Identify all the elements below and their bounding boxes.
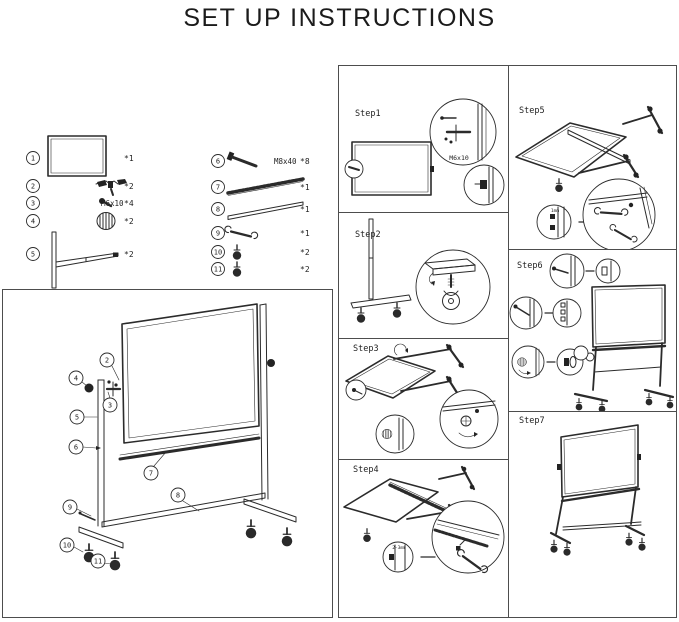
svg-text:5: 5 bbox=[30, 250, 36, 259]
detail-circle bbox=[440, 390, 498, 448]
svg-text:*1: *1 bbox=[300, 205, 310, 214]
callout-4 bbox=[69, 371, 83, 385]
svg-text:2: 2 bbox=[104, 356, 110, 365]
part-icon-caster bbox=[233, 262, 241, 277]
step1-annotation: M6x10 bbox=[449, 154, 469, 162]
part-icon-whiteboard bbox=[48, 136, 106, 176]
callout-6 bbox=[69, 440, 83, 454]
step5-annotation: 1mm bbox=[550, 209, 560, 214]
svg-text:5: 5 bbox=[74, 413, 80, 422]
detail-circle bbox=[432, 501, 504, 573]
step3-label: Step3 bbox=[353, 344, 379, 354]
svg-text:11: 11 bbox=[93, 557, 103, 566]
part-row-11 bbox=[212, 262, 310, 277]
steps-column-right bbox=[508, 65, 677, 618]
step2-panel bbox=[339, 212, 508, 338]
svg-text:10: 10 bbox=[62, 541, 72, 550]
step3-panel bbox=[339, 338, 508, 459]
svg-text:9: 9 bbox=[67, 503, 73, 512]
callout-leaders bbox=[74, 366, 199, 564]
svg-text:*1: *1 bbox=[300, 229, 310, 238]
step5-drawing bbox=[509, 66, 676, 249]
part-number: 1 bbox=[30, 154, 36, 163]
callout-7 bbox=[144, 466, 158, 480]
step6-drawing bbox=[509, 250, 676, 411]
step1-drawing bbox=[339, 66, 508, 212]
step7-drawing bbox=[509, 412, 676, 617]
svg-text:10: 10 bbox=[213, 248, 223, 257]
svg-text:*8: *8 bbox=[300, 157, 310, 166]
callout-5 bbox=[70, 410, 84, 424]
step7-panel bbox=[509, 411, 676, 617]
part-icon-pivot-bracket bbox=[96, 179, 127, 195]
step4-panel bbox=[339, 459, 508, 617]
step1-panel bbox=[339, 66, 508, 212]
part-row-5 bbox=[27, 232, 134, 288]
svg-text:*2: *2 bbox=[300, 265, 310, 274]
detail-circle bbox=[376, 415, 414, 453]
svg-text:11: 11 bbox=[213, 265, 223, 274]
svg-text:7: 7 bbox=[148, 469, 154, 478]
detail-circle bbox=[416, 250, 490, 324]
step6-panel bbox=[509, 249, 676, 411]
svg-text:4: 4 bbox=[30, 217, 36, 226]
part-row-1 bbox=[27, 136, 134, 176]
svg-text:*2: *2 bbox=[124, 217, 134, 226]
part-row-10 bbox=[212, 245, 310, 260]
part-icon-wrench bbox=[225, 226, 258, 238]
step4-drawing bbox=[339, 460, 508, 617]
main-diagram-panel bbox=[2, 289, 333, 618]
svg-text:6: 6 bbox=[215, 157, 221, 166]
part-row-6 bbox=[212, 152, 310, 168]
callout-8 bbox=[171, 488, 185, 502]
callout-3 bbox=[103, 398, 117, 412]
steps-column-left bbox=[338, 65, 509, 618]
callout-9 bbox=[63, 500, 77, 514]
part-row-8 bbox=[212, 202, 310, 220]
pivot-bracket-detail bbox=[107, 380, 120, 396]
detail-circle bbox=[596, 259, 620, 283]
svg-text:M8x40: M8x40 bbox=[274, 157, 297, 166]
svg-text:6: 6 bbox=[73, 443, 79, 452]
callout-10 bbox=[60, 538, 74, 552]
right-knob bbox=[267, 359, 275, 367]
svg-text:*1: *1 bbox=[300, 183, 310, 192]
svg-text:*2: *2 bbox=[300, 248, 310, 257]
part-row-3 bbox=[27, 197, 134, 210]
part-row-7 bbox=[212, 179, 310, 196]
step1-label: Step1 bbox=[355, 109, 381, 119]
svg-text:*4: *4 bbox=[124, 199, 134, 208]
step4-annotation: 2-3mm bbox=[392, 546, 406, 551]
step2-label: Step2 bbox=[355, 230, 381, 240]
step7-label: Step7 bbox=[519, 416, 545, 426]
step2-drawing bbox=[339, 213, 508, 338]
part-icon-locking-caster bbox=[233, 245, 241, 260]
part-icon-bottom-rail bbox=[228, 202, 303, 220]
svg-text:*2: *2 bbox=[124, 182, 134, 191]
svg-text:8: 8 bbox=[175, 491, 181, 500]
page-title: SET UP INSTRUCTIONS bbox=[183, 4, 496, 32]
part-spec: M6x10 bbox=[101, 199, 124, 208]
parts-list bbox=[0, 90, 335, 290]
svg-text:*2: *2 bbox=[124, 250, 134, 259]
svg-text:9: 9 bbox=[215, 229, 221, 238]
part-qty: *1 bbox=[124, 154, 134, 163]
assembled-whiteboard-drawing bbox=[3, 290, 332, 617]
step5-panel bbox=[509, 66, 676, 249]
step3-drawing bbox=[339, 339, 508, 459]
svg-text:3: 3 bbox=[30, 199, 36, 208]
step5-label: Step5 bbox=[519, 106, 545, 116]
part-row-4 bbox=[27, 213, 134, 230]
step4-label: Step4 bbox=[353, 465, 379, 475]
step6-label: Step6 bbox=[517, 261, 543, 271]
part-icon-knob bbox=[97, 213, 115, 230]
part-icon-leg-frame bbox=[52, 232, 118, 288]
part-icon-tray-rail bbox=[228, 179, 303, 196]
svg-text:7: 7 bbox=[215, 183, 221, 192]
svg-text:2: 2 bbox=[30, 182, 36, 191]
callout-11 bbox=[91, 554, 105, 568]
part-row-2 bbox=[27, 179, 134, 195]
svg-text:8: 8 bbox=[215, 205, 221, 214]
detail-circle bbox=[550, 254, 584, 288]
foot-bracket-glyph bbox=[79, 512, 96, 521]
svg-text:4: 4 bbox=[73, 374, 79, 383]
part-icon-bolt bbox=[227, 152, 256, 166]
callout-2 bbox=[100, 353, 114, 367]
part-row-9 bbox=[212, 226, 310, 239]
svg-text:3: 3 bbox=[107, 401, 113, 410]
